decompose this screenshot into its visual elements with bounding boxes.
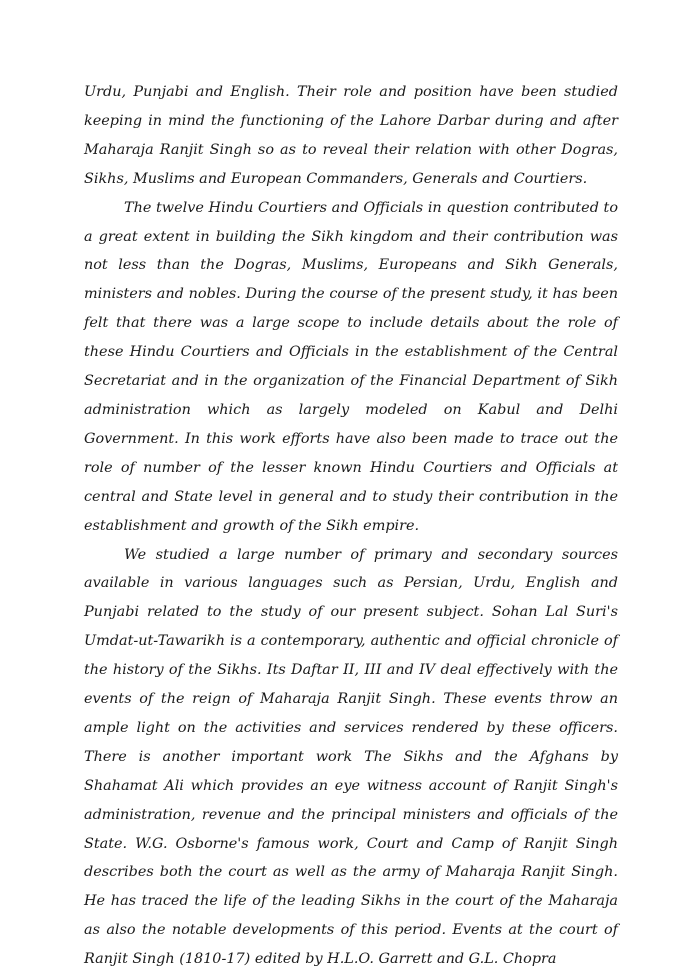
paragraph-continuation: Urdu, Punjabi and English. Their role and position have been studied keeping in mind the functioning of the Lahore Darbar during and after Maharaja Ranjit Singh so as to reveal their relation with other Dogras, Sikhs, Muslims and European Commanders, Generals and Courtiers. xyxy=(84,78,618,194)
paragraph-sources: We studied a large number of primary and secondary sources available in various languages such as Persian, Urdu, English and Punjabi related to the study of our present subject. Sohan Lal Suri's Umdat-ut-Tawarikh is a contemporary, authentic and official chronicle of the history of the Sikhs. Its Daftar II, III and IV deal effectively with the events of the reign of Maharaja Ranjit Singh. These events throw an ample light on the activities and services rendered by these officers. There is another important work The Sikhs and the Afghans by Shahamat Ali which provides an eye witness account of Ranjit Singh's administration, revenue and the principal ministers and officials of the State. W.G. Osborne's famous work, Court and Camp of Ranjit Singh describes both the court as well as the army of Maharaja Ranjit Singh. He has traced the life of the leading Sikhs in the court of the Maharaja as also the notable developments of this period. Events at the court of Ranjit Singh (1810-17) edited by H.L.O. Garrett and G.L. Chopra xyxy=(84,541,618,974)
document-page xyxy=(84,78,618,974)
paragraph-hindu-courtiers: The twelve Hindu Courtiers and Officials in question contributed to a great extent in building the Sikh kingdom and their contribution was not less than the Dogras, Muslims, Europeans and Sikh Generals, ministers and nobles. During the course of the present study, it has been felt that there was a large scope to include details about the role of these Hindu Courtiers and Officials in the establishment of the Central Secretariat and in the organization of the Financial Department of Sikh administration which as largely modeled on Kabul and Delhi Government. In this work efforts have also been made to trace out the role of number of the lesser known Hindu Courtiers and Officials at central and State level in general and to study their contribution in the establishment and growth of the Sikh empire. xyxy=(84,194,618,541)
